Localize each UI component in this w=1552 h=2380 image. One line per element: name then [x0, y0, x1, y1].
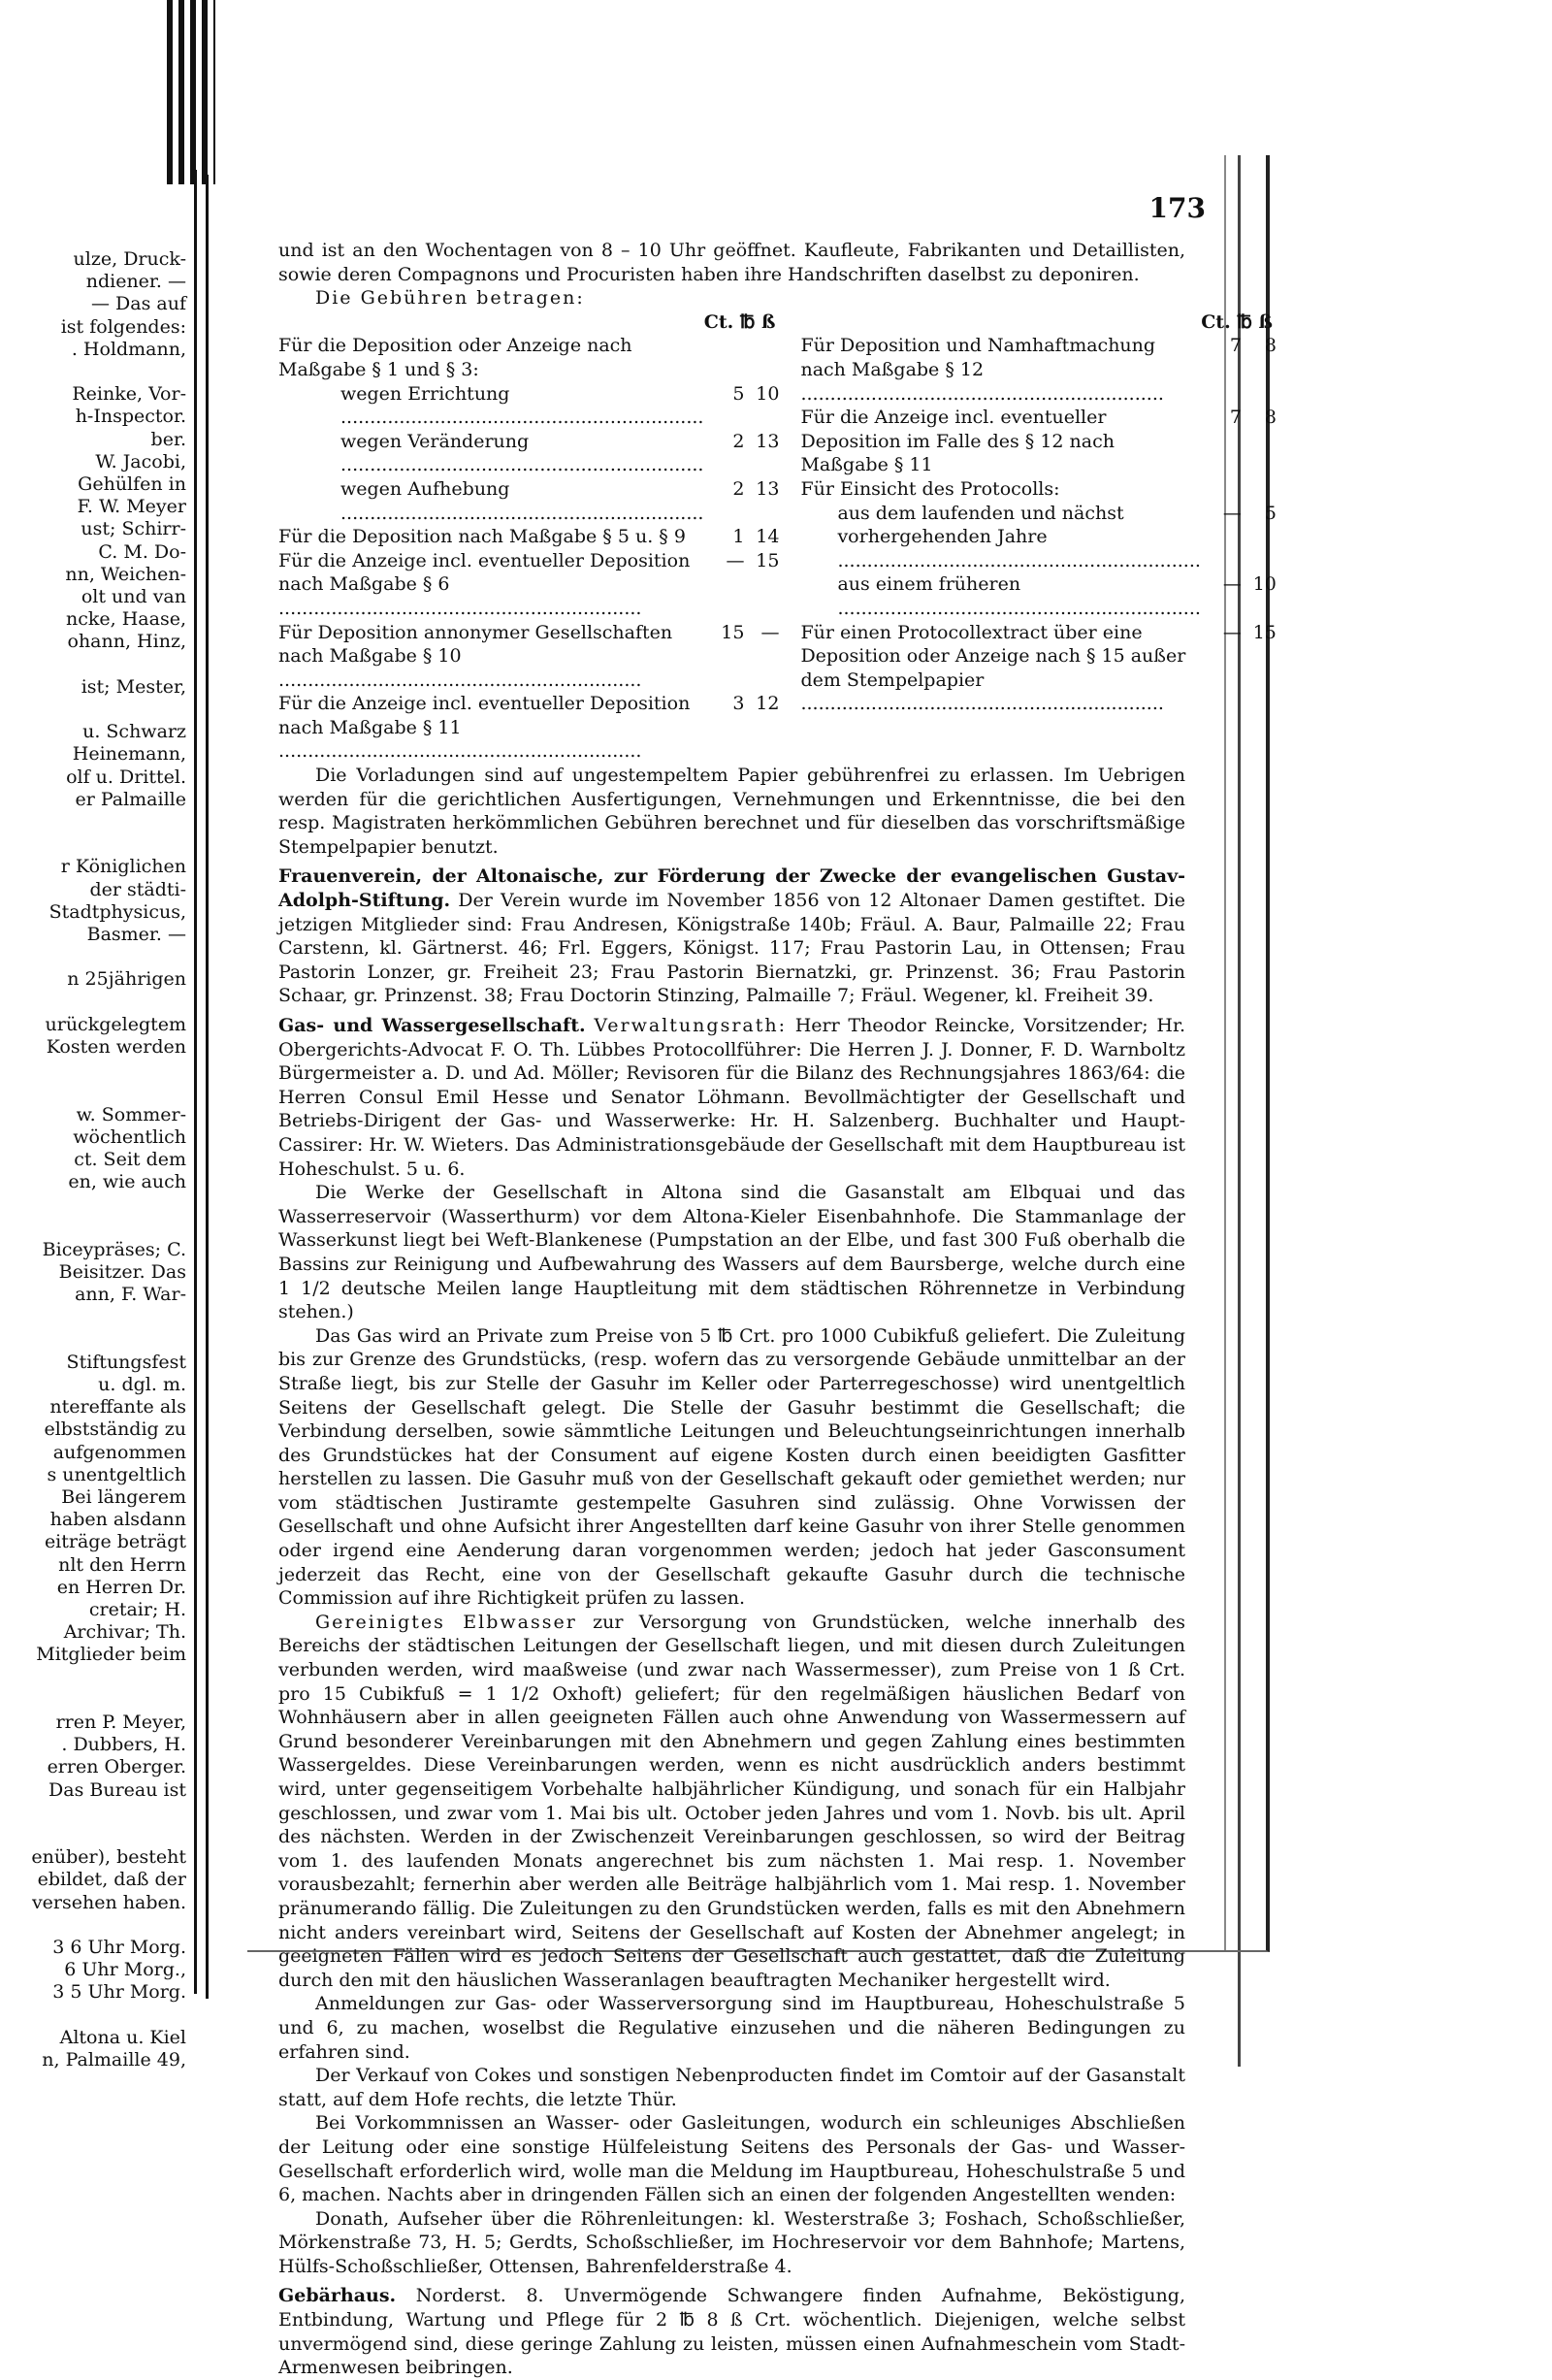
previous-page-line: w. Sommer-: [76, 1103, 186, 1125]
fee-amount: [1201, 406, 1277, 430]
fee-amount: [1201, 621, 1277, 645]
previous-page-line: — Das auf: [91, 293, 186, 315]
fee-schilling: 13: [756, 477, 780, 500]
previous-page-line: rren P. Meyer,: [55, 1712, 186, 1733]
previous-page-line: erren Oberger.: [47, 1756, 186, 1778]
fee-schilling: 12: [756, 693, 780, 715]
fee-row: [800, 334, 1276, 406]
previous-page-line: Reinke, Vor-: [72, 383, 186, 406]
fee-mark: 2: [732, 477, 745, 500]
gas-title: Gas- und Wassergesellschaft.: [278, 1015, 586, 1036]
fee-label: Für Einsicht des Protocolls:: [800, 477, 1060, 500]
currency-header: Ct. ℔ ß: [703, 310, 776, 333]
fee-mark: 5: [732, 382, 745, 405]
fee-amount: [1201, 334, 1277, 358]
fee-mark: —: [1222, 502, 1242, 524]
fee-label: wegen Errichtung .....: [278, 382, 703, 430]
fee-mark: 7: [1229, 335, 1242, 357]
fee-amount: [1201, 502, 1277, 526]
previous-page-line: u. dgl. m.: [98, 1374, 186, 1395]
previous-page-line: ist folgendes:: [60, 315, 186, 338]
previous-page-line: Kosten werden: [46, 1036, 186, 1058]
fee-amount: [703, 621, 779, 645]
previous-page-line: Bei längerem: [61, 1486, 186, 1508]
fee-mark: —: [1222, 621, 1242, 643]
fee-label: Für die Anzeige incl. eventueller Deposition im Falle des § 12 nach Maßgabe § 11: [800, 407, 1115, 476]
previous-page-line: C. M. Do-: [98, 540, 186, 563]
gas-paragraph-2: Die Werke der Gesellschaft in Altona sind die Gasanstalt am Elbquai und das Wasserreservoir (Wasserthurm) vor dem Altona-Kieler Eisenbahnhofe. Die Stammanlage der Wasserkunst liegt bei Weft-Blankenese (Pumpstation an der Elbe, und fast 300 Fuß oberhalb die Bassins zur Reinigung und Aufbewahrung des Wassers auf dem Baursberge, welche durch eine 1 1/2 deutsche Meilen lange Hauptleitung mit dem städtischen Röhrennetze in Verbindung stehen.): [278, 1182, 1185, 1323]
fee-row: [278, 549, 779, 621]
fee-schilling: 5: [1264, 502, 1277, 524]
previous-page-line: Das Bureau ist: [48, 1778, 186, 1801]
fee-amount: [703, 382, 779, 407]
fee-mark: 15: [721, 621, 745, 643]
previous-page-line: cretair; H.: [88, 1599, 186, 1620]
previous-page-line: der städti-: [89, 878, 186, 900]
fee-amount: [1201, 572, 1277, 597]
previous-page-line: Mitglieder beim: [36, 1644, 186, 1666]
fee-row: [800, 621, 1276, 716]
fee-mark: —: [726, 549, 745, 571]
fee-row: [800, 477, 1276, 502]
gas-paragraph-6: Der Verkauf von Cokes und sonstigen Nebenproducten findet im Comtoir auf der Gasanstalt statt, auf dem Hofe rechts, die letzte Thür.: [278, 2065, 1185, 2110]
previous-page-line: aufgenommen: [52, 1441, 186, 1463]
previous-page-line: r Königlichen: [60, 856, 186, 878]
previous-page-line: Gehülfen in: [78, 473, 186, 495]
gas-paragraph-3: Das Gas wird an Private zum Preise von 5 ℔ Crt. pro 1000 Cubikfuß geliefert. Die Zuleitung bis zur Grenze des Grundstücks, (resp. wofern das zu versorgende Gebäude unmittelbar an der Straße liegt, bis zur Stelle der Gasuhr im Keller oder Parterregeschosse) wird unentgeltlich Seitens der Gesellschaft gelegt. Die Stelle der Gasuhr bestimmt die Gesellschaft; die Verbindung derselben, sowie sämmtliche Leitungen und Beleuchtungseinrichtungen innerhalb des Grundstückes hat der Consument auf eigene Kosten durch einen beeidigten Gasfitter herstellen zu lassen. Die Gasuhr muß von der Gesellschaft gekauft oder gemiethet werden; nur vom städtischen Justiramte gestempelte Gasuhren sind zulässig. Ohne Vorwissen der Gesellschaft und ohne Aufsicht ihrer Angestellten darf keine Gasuhr von ihrer Stelle genommen oder irgend eine Aenderung daran vorgenommen werden; jedoch hat jeder Gasconsument jederzeit das Recht, eine von der Gesellschaft gekaufte Gasuhr durch die technische Commission auf ihre Richtigkeit prüfen zu lassen.: [278, 1324, 1185, 1610]
fee-label: Für die Anzeige incl. eventueller Deposition nach Maßgabe § 11 .....: [278, 692, 703, 764]
previous-page-strip: [0, 170, 197, 2070]
fee-schilling: 8: [1264, 335, 1277, 357]
previous-page-line: enüber), besteht: [31, 1846, 186, 1869]
fee-row: [278, 692, 779, 764]
previous-page-line: . Holdmann,: [71, 338, 186, 360]
fee-label: aus einem früheren .....: [800, 572, 1200, 620]
previous-page-line: urückgelegtem: [45, 1013, 186, 1035]
previous-page-line: elbstständig zu: [44, 1418, 186, 1441]
previous-page-line: olt und van: [81, 586, 186, 607]
page-content: [278, 239, 1277, 2380]
previous-page-line: n, Palmaille 49,: [42, 2049, 186, 2070]
previous-page-line: ber.: [150, 428, 186, 450]
gas-paragraph-8: Donath, Aufseher über die Röhrenleitungen: kl. Westerstraße 3; Foshach, Schoßschließer, Mörkenstraße 73, H. 5; Gerdts, Schoßschließer, im Hochreservoir vor dem Bahnhofe; Martens, Hülfs-Schoßschließer, Ottensen, Bahrenfelderstraße 4.: [278, 2207, 1185, 2277]
fee-schilling: 10: [756, 382, 780, 405]
fee-amount: [703, 692, 779, 716]
fee-row: [278, 477, 779, 525]
fee-label: Für die Anzeige incl. eventueller Deposition nach Maßgabe § 6 .....: [278, 549, 703, 621]
fee-row: [278, 525, 779, 549]
previous-page-line: s unentgeltlich: [47, 1463, 186, 1485]
previous-page-line: haben alsdann: [49, 1509, 186, 1531]
fee-row: [278, 334, 779, 381]
previous-page-line: ust; Schirr-: [81, 518, 186, 540]
page-gutter: [206, 175, 209, 1999]
fee-row: [278, 621, 779, 693]
previous-page-line: ann, F. War-: [75, 1284, 186, 1306]
fee-row: [800, 406, 1276, 477]
currency-header: Ct. ℔ ß: [1201, 310, 1273, 333]
fee-row: [800, 502, 1276, 573]
previous-page-line: nn, Weichen-: [65, 563, 186, 585]
page: [247, 155, 1277, 2379]
previous-page-line: Stiftungsfest: [66, 1351, 186, 1373]
gas-paragraph-1: Herr Theodor Reincke, Vorsitzender; Hr. Obergerichts-Advocat F. O. Th. Lübbes Protocollführer: Die Herren J. J. Donner, F. D. Warnboltz Bürgermeister a. D. und Ad. Möller; Revisoren für die Bilanz des Rechnungsjahres 1863/64: die Herren Consul Emil Hesse und Senator Löhmann. Bevollmächtigter der Gesellschaft und Betriebs-Dirigent der Gas- und Wasserwerke: Hr. H. Salzenberg. Buchhalter und Haupt-Cassirer: Hr. W. Wieters. Das Administrationsgebäude der Gesellschaft mit dem Hauptbureau ist Hoheschulst. 5 u. 6.: [278, 1015, 1185, 1180]
gebaerhaus-text: Norderst. 8. Unvermögende Schwangere finden Aufnahme, Beköstigung, Entbindung, Wartung und Pflege für 2 ℔ 8 ß Crt. wöchentlich. Diejenigen, welche selbst unvermögend sind, diese geringe Zahlung zu leisten, müssen einen Aufnahmeschein vom Stadt-Armenwesen beibringen.: [278, 2285, 1185, 2379]
fee-label: Für Deposition annonymer Gesellschaften nach Maßgabe § 10 .....: [278, 621, 703, 693]
previous-page-line: ndiener. —: [85, 271, 186, 293]
fee-mark: —: [1222, 573, 1242, 596]
gas-paragraph-4-lead: Gereinigtes Elbwasser: [315, 1611, 577, 1633]
previous-page-line: . Dubbers, H.: [61, 1734, 186, 1756]
previous-page-line: en Herren Dr.: [56, 1576, 186, 1598]
gas-paragraph-4-text: zur Versorgung von Grundstücken, welche innerhalb des Bereichs der städtischen Leitungen der Gesellschaft liegen, und mit diesen durch Zuleitungen verbunden werden, wird maaßweise (und zwar nach Wassermesser), zum Preise von 1 ß Crt. pro 15 Cubikfuß = 1 1/2 Oxhoft) geliefert; für den regelmäßigen häuslichen Bedarf von Wohnhäusern aber in allen geeigneten Fällen auch ohne Anwendung von Wassermessern auf Grund besonderer Vereinbarungen mit den Abnehmern und gegen Zahlung eines bestimmten Wassergeldes. Diese Vereinbarungen werden, wenn es nicht ausdrücklich anders bestimmt wird, unter gegenseitigem Vorbehalte halbjährlicher Kündigung, und sonach für ein Halbjahr geschlossen, und zwar vom 1. Mai bis ult. October jeden Jahres und vom 1. Novb. bis ult. April des nächsten. Werden in der Zwischenzeit Vereinbarungen geschlossen, so wird der Beitrag vom 1. des laufenden Monats angerechnet bis zum nächsten 1. Mai resp. 1. November vorausbezahlt; fernerhin aber werden alle Beiträge halbjährlich vom 1. Mai resp. 1. November pränumerando fällig. Die Zuleitungen zu den Grundstücken werden, falls es mit den Abnehmern nicht anders vereinbart wird, Seitens der Gesellschaft auf Kosten der Abnehmer angelegt; in geeigneten Fällen wird es jedoch Seitens der Gesellschaft auch gestattet, daß die Zuleitung durch den mit den häuslichen Wasseranlagen beauftragten Mechaniker hergestellt wird.: [278, 1611, 1185, 1991]
fee-row: [278, 430, 779, 477]
fee-column-right: [800, 310, 1276, 764]
fee-label: Für einen Protocollextract über eine Deposition oder Anzeige nach § 15 außer dem Stempelpapier .....: [800, 621, 1200, 716]
fee-amount: [703, 477, 779, 502]
previous-page-line: nlt den Herrn: [58, 1553, 186, 1576]
fee-label: wegen Aufhebung .....: [278, 477, 703, 525]
previous-page-line: wöchentlich: [73, 1125, 186, 1148]
previous-page-line: Archivar; Th.: [63, 1621, 186, 1644]
gas-lead: Verwaltungsrath:: [594, 1015, 788, 1036]
previous-page-line: olf u. Drittel.: [66, 766, 186, 788]
fee-schilling: 15: [756, 549, 780, 571]
fee-schilling: 8: [1264, 407, 1277, 429]
fee-schilling: 13: [756, 430, 780, 452]
previous-page-line: ncke, Haase,: [66, 608, 186, 631]
fee-label: wegen Veränderung .....: [278, 430, 703, 477]
fee-mark: 7: [1229, 407, 1242, 429]
previous-page-line: Altona u. Kiel: [59, 2026, 186, 2048]
previous-page-line: Biceypräses; C.: [42, 1238, 186, 1260]
fee-mark: 3: [732, 693, 745, 715]
fee-amount: [703, 430, 779, 454]
intro-text: und ist an den Wochentagen von 8 – 10 Uhr geöffnet. Kaufleute, Fabrikanten und Detaillisten, sowie deren Compagnons und Procuristen haben ihre Handschriften daselbst zu deponiren.: [278, 240, 1185, 285]
fee-schilling: 10: [1252, 573, 1277, 596]
gas-entry: [278, 1014, 1185, 1181]
fee-amount: [703, 525, 779, 549]
previous-page-line: 3 6 Uhr Morg.: [52, 1937, 186, 1958]
previous-page-line: ebildet, daß der: [37, 1869, 186, 1891]
fee-mark: 2: [732, 430, 745, 452]
previous-page-line: ulze, Druck-: [73, 248, 186, 270]
closing-fees-text: Die Vorladungen sind auf ungestempeltem Papier gebührenfrei zu erlassen. Im Uebrigen werden für die gerichtlichen Ausfertigungen, Vernehmungen und Erkenntnisse, die bei den resp. Magistraten herkömmlichen Gebühren berechnet und für dieselben das vorschriftsmäßige Stempelpapier benutzt.: [278, 765, 1185, 858]
previous-page-line: versehen haben.: [31, 1891, 186, 1913]
fee-schilling: —: [760, 621, 780, 643]
frauenverein-entry: [278, 864, 1185, 1008]
fee-label: Für die Deposition oder Anzeige nach Maßgabe § 1 und § 3:: [278, 335, 632, 380]
fee-label: Für Deposition und Namhaftmachung nach Maßgabe § 12 .....: [800, 334, 1200, 406]
previous-page-line: ist; Mester,: [81, 675, 186, 698]
previous-page-line: ct. Seit dem: [74, 1149, 186, 1170]
fee-mark: 1: [732, 526, 745, 548]
previous-page-line: Basmer. —: [86, 924, 186, 945]
frauenverein-title: Frauenverein, der Altonaische, zur Förderung der Zwecke der evangelischen Gustav-Adolph-Stiftung.: [278, 865, 1185, 912]
previous-page-line: en, wie auch: [68, 1171, 186, 1193]
gas-paragraph-7: Bei Vorkommnissen an Wasser- oder Gasleitungen, wodurch ein schleuniges Abschließen der Leitung oder eine sonstige Hülfeleistung Seitens des Personals der Gas- und Wasser-Gesellschaft erforderlich wird, wolle man die Meldung im Hauptbureau, Hoheschulstraße 5 und 6, machen. Nachts aber in dringenden Fällen sich an einen der folgenden Angestellten wenden:: [278, 2112, 1185, 2206]
gas-paragraph-5: Anmeldungen zur Gas- oder Wasserversorgung sind im Hauptbureau, Hoheschulstraße 5 und 6, zu machen, woselbst die Regulative einzusehen und die näheren Bedingungen zu erfahren sind.: [278, 1993, 1185, 2063]
previous-page-line: h-Inspector.: [75, 406, 186, 428]
previous-page-line: W. Jacobi,: [95, 450, 186, 473]
previous-page-line: ntereffante als: [49, 1396, 186, 1418]
gebaerhaus-title: Gebärhaus.: [278, 2285, 397, 2307]
previous-page-line: Beisitzer. Das: [58, 1261, 186, 1283]
previous-page-line: F. W. Meyer: [77, 496, 186, 518]
previous-page-line: er Palmaille: [75, 788, 186, 810]
fee-schilling: 14: [756, 526, 780, 548]
page-number: 173: [1148, 192, 1206, 224]
previous-page-line: 3 5 Uhr Morg.: [52, 1981, 186, 2004]
previous-page-line: eiträge beträgt: [44, 1531, 186, 1553]
book-binding-stitch: [167, 0, 215, 184]
fee-schilling: 15: [1252, 621, 1277, 643]
fee-label: Für die Deposition nach Maßgabe § 5 u. § 9: [278, 526, 686, 548]
gebaerhaus-entry: [278, 2284, 1185, 2379]
fee-label: aus dem laufenden und nächst vorhergehenden Jahre .....: [800, 502, 1200, 573]
fee-row: [800, 572, 1276, 620]
fee-amount: [703, 549, 779, 573]
fees-heading: Die Gebühren betragen:: [315, 287, 585, 310]
previous-page-line: n 25jährigen: [67, 968, 186, 991]
previous-page-line: ohann, Hinz,: [67, 631, 186, 653]
fee-column-left: [278, 310, 779, 764]
previous-page-line: 6 Uhr Morg.,: [64, 1959, 186, 1981]
previous-page-line: Heinemann,: [72, 743, 186, 766]
gas-paragraph-4: [278, 1611, 1185, 1993]
previous-page-line: u. Schwarz: [82, 721, 186, 743]
previous-page-line: Stadtphysicus,: [48, 900, 186, 923]
fee-row: [278, 382, 779, 430]
fee-table: [278, 310, 1277, 764]
frauenverein-text: Der Verein wurde im November 1856 von 12 Altonaer Damen gestiftet. Die jetzigen Mitglieder sind: Frau Andresen, Königstraße 140b; Fräul. A. Baur, Palmaille 22; Frau Carstenn, kl. Gärtnerst. 46; Frl. Eggers, Königst. 117; Frau Pastorin Lau, in Ottensen; Frau Pastorin Lonzer, gr. Freiheit 23; Frau Pastorin Biernatzki, gr. Prinzenst. 36; Frau Pastorin Schaar, gr. Prinzenst. 38; Frau Doctorin Stinzing, Palmaille 7; Fräul. Wegener, kl. Freiheit 39.: [278, 890, 1185, 1007]
